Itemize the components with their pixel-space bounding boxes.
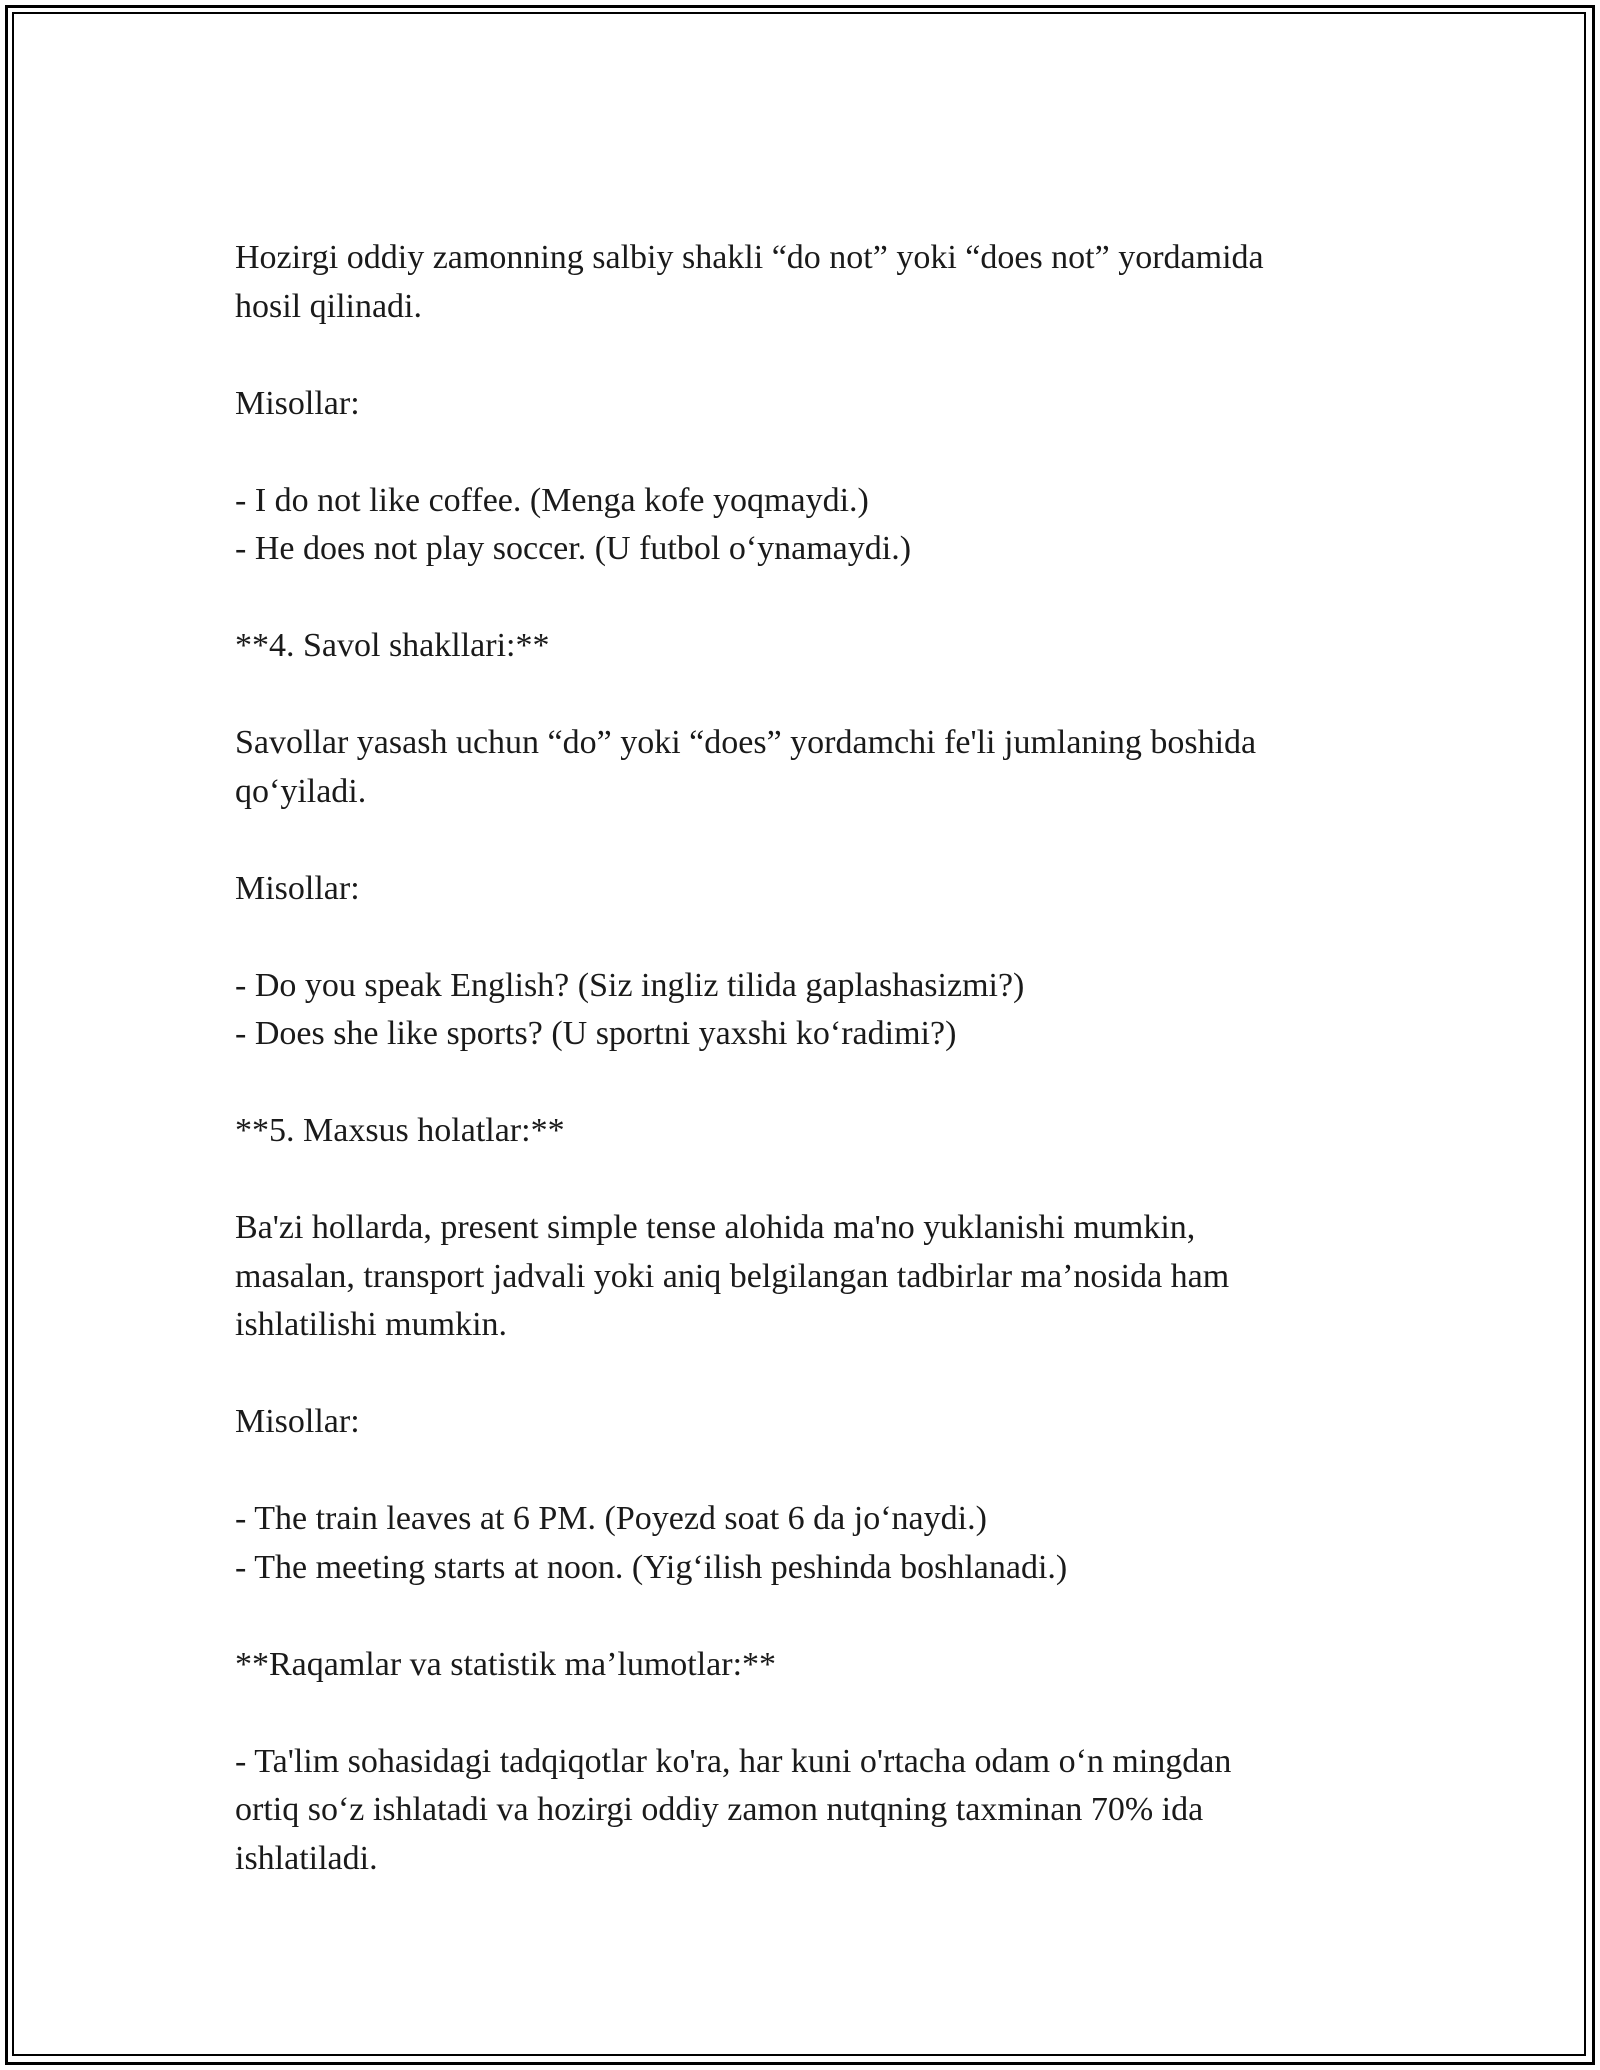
paragraph <box>235 1204 1375 1350</box>
section-heading <box>235 1107 1375 1156</box>
text-line: - Ta'lim sohasidagi tadqiqotlar ko'ra, har kuni o'rtacha odam o‘n mingdan <box>235 1742 1232 1780</box>
example-line: - I do not like coffee. (Menga kofe yoqmaydi.) <box>235 481 869 519</box>
text-line: Hozirgi oddiy zamonning salbiy shakli “do not” yoki “does not” yordamida <box>235 239 1264 276</box>
text-line: hosil qilinadi. <box>235 287 422 325</box>
examples-list <box>235 477 1375 574</box>
text-line: Misollar: <box>235 869 360 907</box>
section-heading <box>235 1641 1375 1690</box>
text-line: Ba'zi hollarda, present simple tense alohida ma'no yuklanishi mumkin, <box>235 1209 1196 1246</box>
text-line: **Raqamlar va statistik ma’lumotlar:** <box>235 1645 777 1683</box>
paragraph <box>235 719 1375 816</box>
paragraph <box>235 234 1375 331</box>
paragraph <box>235 1738 1375 1884</box>
examples-list <box>235 1495 1375 1592</box>
text-line: ishlatilishi mumkin. <box>235 1306 508 1343</box>
examples-label <box>235 865 1375 914</box>
text-line: Misollar: <box>235 384 360 422</box>
text-line: **5. Maxsus holatlar:** <box>235 1112 565 1149</box>
example-line: - Do you speak English? (Siz ingliz tilida gaplashasizmi?) <box>235 966 1025 1004</box>
example-line: - The train leaves at 6 PM. (Poyezd soat 6 da jo‘naydi.) <box>235 1500 987 1537</box>
examples-list <box>235 962 1375 1059</box>
example-line: - He does not play soccer. (U futbol o‘ynamaydi.) <box>235 530 912 567</box>
examples-label <box>235 1398 1375 1447</box>
text-line: ortiq so‘z ishlatadi va hozirgi oddiy zamon nutqning taxminan 70% ida <box>235 1791 1204 1828</box>
document-body <box>235 234 1375 1932</box>
text-line: Misollar: <box>235 1403 360 1440</box>
text-line: ishlatiladi. <box>235 1839 378 1877</box>
example-line: - Does she like sports? (U sportni yaxshi ko‘radimi?) <box>235 1015 957 1052</box>
text-line: masalan, transport jadvali yoki aniq belgilangan tadbirlar ma’nosida ham <box>235 1257 1230 1295</box>
text-line: **4. Savol shakllari:** <box>235 627 550 664</box>
text-line: qo‘yiladi. <box>235 772 367 810</box>
section-heading <box>235 622 1375 671</box>
examples-label <box>235 380 1375 429</box>
text-line: Savollar yasash uchun “do” yoki “does” yordamchi fe'li jumlaning boshida <box>235 724 1257 761</box>
example-line: - The meeting starts at noon. (Yig‘ilish peshinda boshlanadi.) <box>235 1548 1068 1586</box>
